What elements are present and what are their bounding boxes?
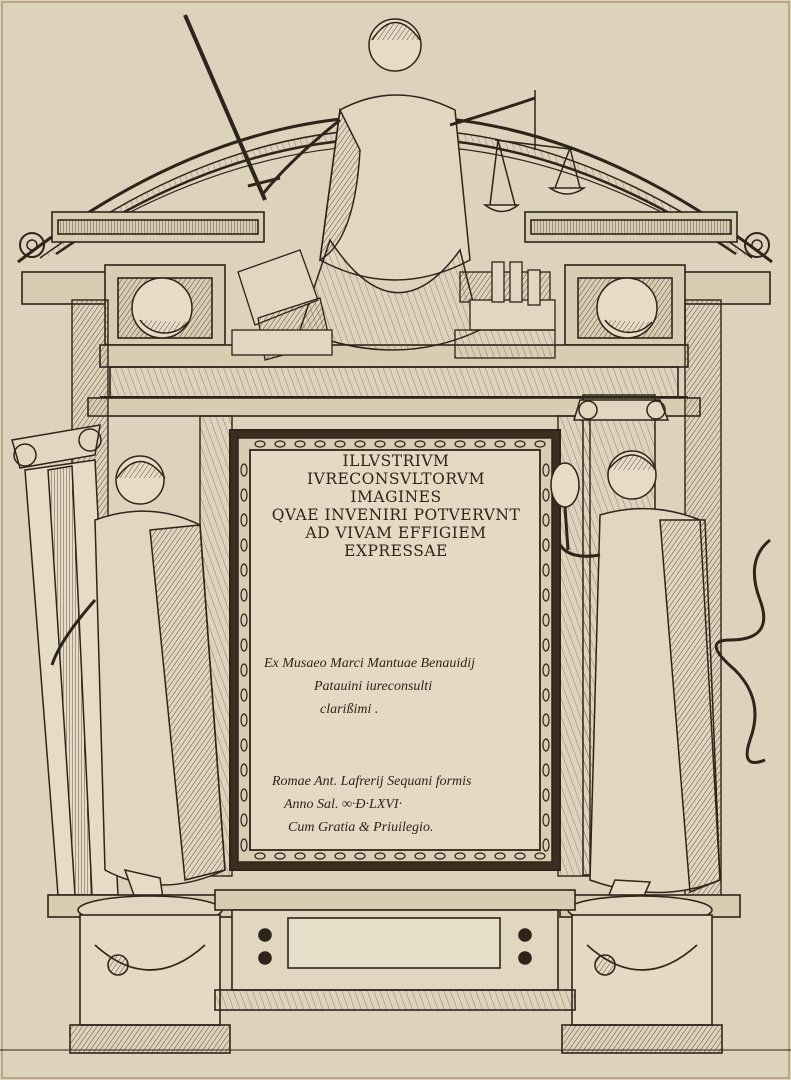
title-line: IMAGINES [350, 488, 442, 506]
fortitude-figure [12, 425, 225, 912]
imprint-line: Cum Gratia & Priuilegio. [288, 820, 434, 835]
publisher-imprint [258, 770, 543, 839]
imprint-line: Anno Sal. ∞·Ð·LXVI· [284, 797, 403, 812]
museum-line: Patauini iureconsulti [314, 679, 433, 694]
title-line: QVAE INVENIRI POTVERVNT [271, 506, 521, 524]
pedestals-base [0, 890, 791, 1053]
title-line: AD VIVAM EFFIGIEM [305, 524, 487, 542]
title-line: EXPRESSAE [344, 542, 448, 560]
museum-line: clarißimi . [320, 702, 379, 717]
title-line: ILLVSTRIVM [342, 452, 450, 470]
museum-line: Ex Musaeo Marci Mantuae Benauidij [264, 656, 475, 671]
title-line: IVRECONSVLTORVM [307, 470, 485, 488]
museum-attribution [258, 652, 543, 721]
prudence-figure [551, 395, 770, 905]
imprint-line: Romae Ant. Lafrerij Sequani formis [272, 774, 472, 789]
book-title [255, 452, 537, 560]
